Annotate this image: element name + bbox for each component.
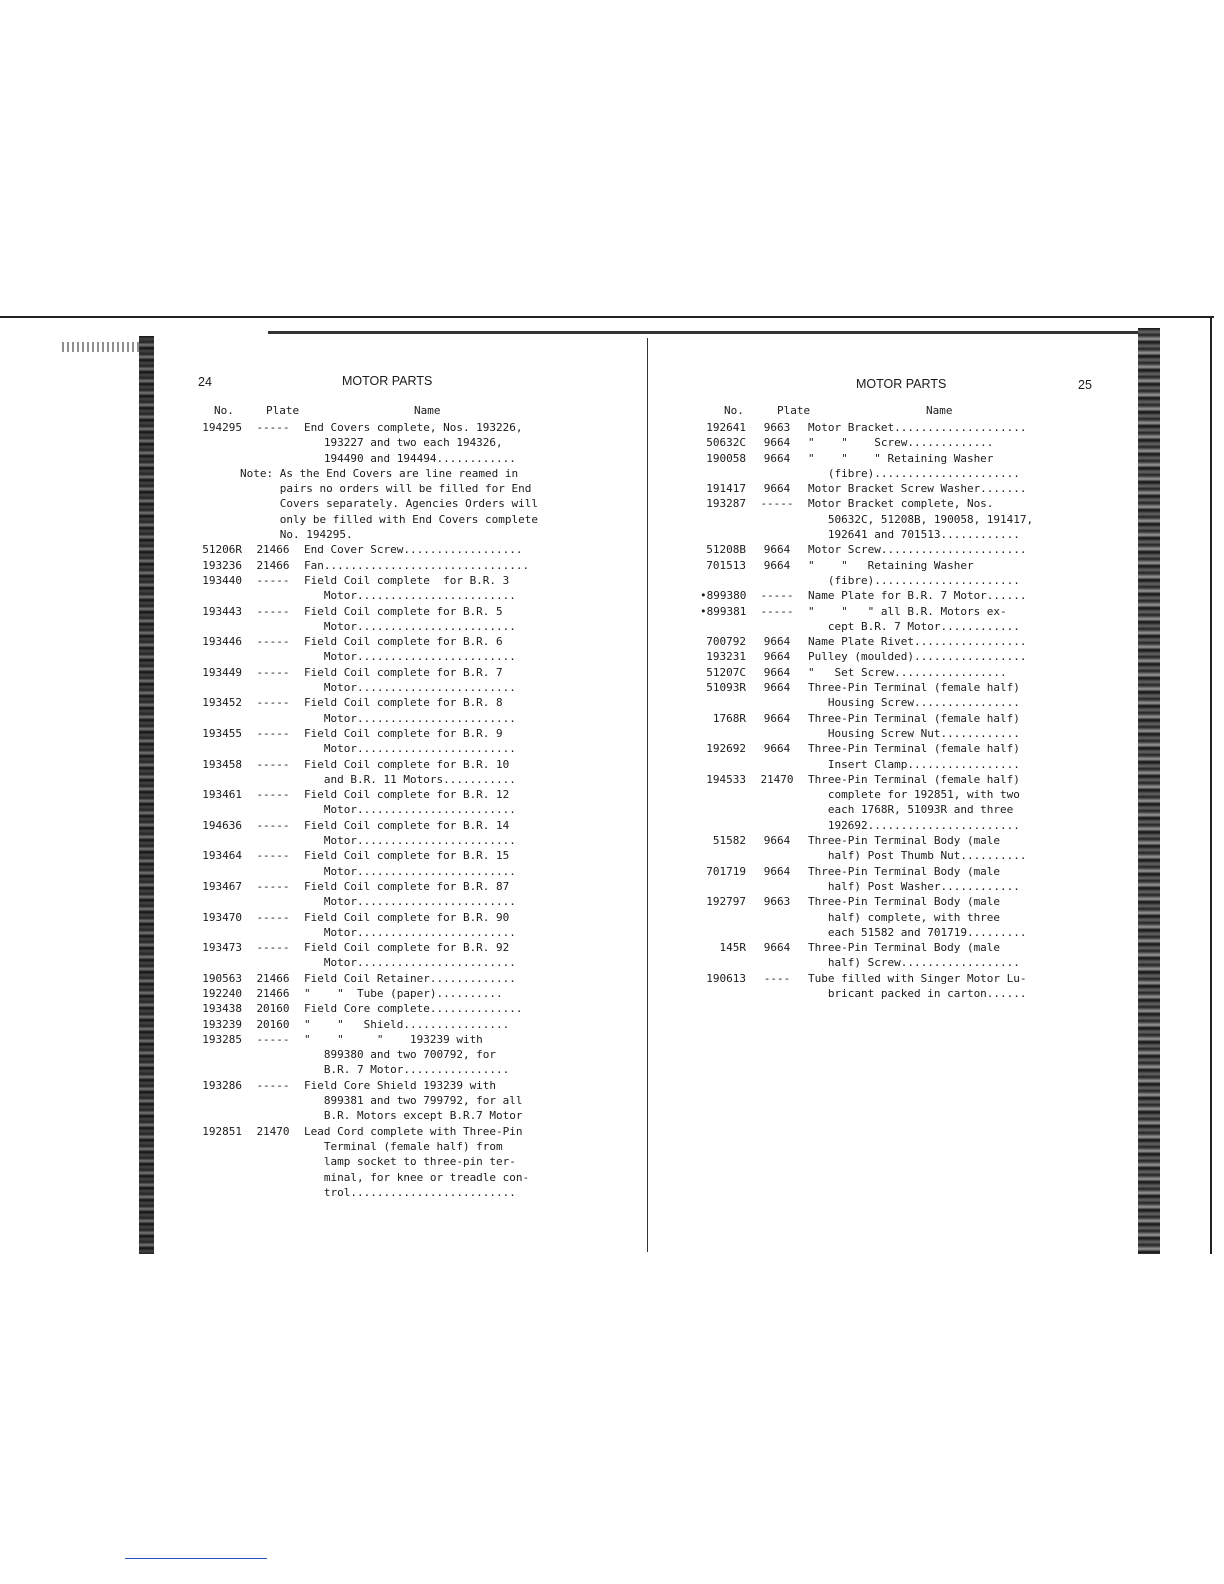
- part-number: 193438: [202, 1002, 242, 1016]
- part-number: 193464: [202, 849, 242, 863]
- part-name: [808, 772, 1096, 833]
- part-row: [700, 481, 1096, 496]
- part-name-line: Three-Pin Terminal Body (male: [808, 864, 1001, 878]
- part-row: [700, 665, 1096, 680]
- part-number: 194295: [202, 421, 242, 434]
- part-row: [196, 757, 556, 788]
- part-name: [304, 757, 556, 788]
- part-name-line: complete for 192851, with two: [808, 788, 1020, 802]
- part-number: 701719: [706, 864, 746, 878]
- no-header: No.: [214, 404, 234, 417]
- part-name-line: Housing Screw................: [808, 696, 1020, 710]
- plate-number: 9664: [763, 665, 791, 679]
- part-row: [700, 894, 1096, 940]
- part-name-line: Terminal (female half) from: [304, 1139, 503, 1153]
- part-name-line: 192641 and 701513............: [808, 528, 1020, 542]
- part-row: [196, 879, 556, 910]
- part-number: 193470: [202, 910, 242, 924]
- part-name-line: " " Tube (paper)..........: [304, 986, 503, 1000]
- plate-number: ----: [763, 971, 791, 985]
- part-row: [700, 588, 1096, 603]
- plate-number: -----: [256, 941, 290, 955]
- part-number: 193446: [202, 635, 242, 649]
- part-name-line: Motor........................: [304, 711, 516, 725]
- part-name-line: Motor........................: [304, 650, 516, 664]
- part-row: [700, 542, 1096, 557]
- plate-number: 9664: [763, 558, 791, 572]
- part-name: [304, 573, 556, 604]
- plate-number: 21470: [760, 772, 794, 786]
- part-name-line: Field Coil complete for B.R. 3: [304, 573, 510, 587]
- part-name: [808, 665, 1096, 680]
- part-row: [196, 634, 556, 665]
- part-name-line: (fibre)......................: [808, 573, 1020, 587]
- part-name-line: Three-Pin Terminal (female half): [808, 742, 1020, 756]
- plate-number: -----: [256, 696, 290, 710]
- part-number: 1768R: [712, 711, 746, 725]
- part-name-line: Field Coil complete for B.R. 10: [304, 757, 510, 771]
- part-name-line: Field Coil complete for B.R. 9: [304, 726, 503, 740]
- part-name-line: lamp socket to three-pin ter-: [304, 1155, 516, 1169]
- part-number: 193231: [706, 650, 746, 664]
- part-name-line: Lead Cord complete with Three-Pin: [304, 1124, 523, 1138]
- part-number: 192797: [706, 895, 746, 909]
- part-name: [808, 420, 1096, 435]
- part-name: [808, 833, 1096, 864]
- plate-number: -----: [256, 665, 290, 679]
- part-name-line: B.R. 7 Motor................: [304, 1063, 510, 1077]
- part-row: [700, 971, 1096, 1002]
- left-parts-list: [196, 542, 556, 1200]
- part-name-line: Three-Pin Terminal Body (male: [808, 834, 1001, 848]
- part-row: [700, 711, 1096, 742]
- part-name: [304, 1001, 556, 1016]
- part-name: [808, 588, 1096, 603]
- plate-number: 9664: [763, 543, 791, 557]
- plate-number: 21470: [256, 1124, 290, 1138]
- part-row: [196, 573, 556, 604]
- plate-number: 9664: [763, 834, 791, 848]
- part-number: 193458: [202, 757, 242, 771]
- part-name-line: Tube filled with Singer Motor Lu-: [808, 971, 1027, 985]
- part-name-line: Motor Bracket complete, Nos.: [808, 497, 994, 511]
- part-name-line: Motor........................: [304, 895, 516, 909]
- part-row: [196, 971, 556, 986]
- part-number: 193473: [202, 941, 242, 955]
- part-name-line: Field Coil complete for B.R. 7: [304, 665, 503, 679]
- part-row: [700, 451, 1096, 482]
- part-number: 700792: [706, 635, 746, 649]
- plate-number: 9664: [763, 436, 791, 450]
- plate-number: 9664: [763, 742, 791, 756]
- part-name-line: Three-Pin Terminal (female half): [808, 681, 1020, 695]
- name-header: Name: [414, 404, 441, 417]
- part-name-line: Three-Pin Terminal (female half): [808, 711, 1020, 725]
- part-row: [700, 833, 1096, 864]
- part-name: [808, 680, 1096, 711]
- part-number: 193236: [202, 558, 242, 572]
- plate-number: 20160: [256, 1002, 290, 1016]
- left-column-headers: [196, 404, 556, 420]
- part-row: [700, 604, 1096, 635]
- part-name-line: Motor Bracket....................: [808, 421, 1027, 434]
- part-name: [304, 634, 556, 665]
- plate-number: 9664: [763, 482, 791, 496]
- part-name-line: " " Screw.............: [808, 436, 994, 450]
- book-binding-right: [1138, 328, 1160, 1254]
- part-row: [196, 604, 556, 635]
- part-name: [808, 741, 1096, 772]
- right-page-header: [700, 372, 1096, 392]
- part-name-line: (fibre)......................: [808, 466, 1020, 480]
- part-number: 190563: [202, 971, 242, 985]
- part-name-line: " " Retaining Washer: [808, 558, 974, 572]
- part-name-line: Motor........................: [304, 742, 516, 756]
- part-name-line: and B.R. 11 Motors...........: [304, 772, 516, 786]
- part-number: 193286: [202, 1078, 242, 1092]
- part-number: 191417: [706, 482, 746, 496]
- part-row: [196, 818, 556, 849]
- plate-number: 9664: [763, 864, 791, 878]
- right-parts-list: [700, 420, 1096, 1001]
- part-row: [196, 665, 556, 696]
- plate-number: 9664: [763, 941, 791, 955]
- part-name: [304, 940, 556, 971]
- part-name: [304, 787, 556, 818]
- part-name: [304, 726, 556, 757]
- part-row: [196, 940, 556, 971]
- part-name-line: Three-Pin Terminal Body (male: [808, 895, 1001, 909]
- part-row: [196, 542, 556, 557]
- plate-number: 21466: [256, 558, 290, 572]
- plate-number: 9664: [763, 681, 791, 695]
- note-line: Note: As the End Covers are line reamed in: [240, 466, 519, 480]
- plate-number: -----: [256, 818, 290, 832]
- note-line: only be filled with End Covers complete: [240, 512, 539, 526]
- part-name-line: End Covers complete, Nos. 193226,: [304, 421, 523, 434]
- part-name-line: cept B.R. 7 Motor............: [808, 619, 1020, 633]
- left-parts-list-top: [196, 420, 556, 466]
- part-name: [304, 695, 556, 726]
- part-name-line: Field Coil Retainer.............: [304, 971, 516, 985]
- plate-number: -----: [256, 421, 290, 434]
- part-name-line: 193227 and two each 194326,: [304, 436, 503, 450]
- note-line: Covers separately. Agencies Orders will: [240, 497, 539, 511]
- scan-border-top: [0, 316, 1214, 318]
- part-row: [700, 435, 1096, 450]
- part-row: [196, 420, 556, 466]
- part-name-line: Field Core Shield 193239 with: [304, 1078, 497, 1092]
- part-number: 193287: [706, 497, 746, 511]
- part-name-line: half) complete, with three: [808, 910, 1001, 924]
- right-page-title: MOTOR PARTS: [856, 377, 947, 391]
- part-number: 192240: [202, 986, 242, 1000]
- part-number: 192692: [706, 742, 746, 756]
- part-name: [304, 910, 556, 941]
- plate-number: -----: [256, 726, 290, 740]
- part-row: [700, 864, 1096, 895]
- part-row: [700, 772, 1096, 833]
- part-name-line: minal, for knee or treadle con-: [304, 1170, 530, 1184]
- plate-number: 9664: [763, 650, 791, 664]
- part-name-line: Three-Pin Terminal (female half): [808, 772, 1020, 786]
- part-name: [304, 986, 556, 1001]
- part-name-line: " " Shield................: [304, 1017, 510, 1031]
- part-row: [196, 726, 556, 757]
- part-name: [304, 542, 556, 557]
- part-name: [808, 604, 1096, 635]
- part-name-line: half) Post Washer............: [808, 879, 1020, 893]
- right-page-number: 25: [1078, 378, 1092, 392]
- plate-number: 9663: [763, 895, 791, 909]
- part-name-line: Motor........................: [304, 803, 516, 817]
- part-row: [196, 1017, 556, 1032]
- part-row: [700, 940, 1096, 971]
- part-row: [196, 558, 556, 573]
- part-name-line: 899381 and two 799792, for all: [304, 1094, 523, 1108]
- part-name-line: B.R. Motors except B.R.7 Motor: [304, 1109, 523, 1123]
- plate-number: -----: [256, 849, 290, 863]
- part-number: •899381: [700, 604, 747, 618]
- part-name-line: Motor........................: [304, 619, 516, 633]
- part-name: [304, 971, 556, 986]
- plate-number: -----: [256, 879, 290, 893]
- plate-number: 20160: [256, 1017, 290, 1031]
- part-name: [304, 1078, 556, 1124]
- plate-header: Plate: [266, 404, 300, 417]
- part-name-line: Field Coil complete for B.R. 90: [304, 910, 510, 924]
- plate-number: -----: [760, 497, 794, 511]
- part-number: 190058: [706, 451, 746, 465]
- part-number: 51207C: [706, 665, 746, 679]
- part-name-line: Motor Bracket Screw Washer.......: [808, 482, 1027, 496]
- part-name: [808, 649, 1096, 664]
- part-number: •899380: [700, 589, 747, 603]
- part-name-line: trol.........................: [304, 1185, 516, 1199]
- part-name-line: Field Coil complete for B.R. 8: [304, 696, 503, 710]
- plate-number: -----: [256, 1078, 290, 1092]
- part-number: 193239: [202, 1017, 242, 1031]
- part-row: [196, 1032, 556, 1078]
- part-name-line: Name Plate for B.R. 7 Motor......: [808, 589, 1027, 603]
- name-header: Name: [926, 404, 953, 417]
- right-page: [700, 372, 1096, 1001]
- left-page-title: MOTOR PARTS: [342, 374, 433, 388]
- part-row: [700, 496, 1096, 542]
- part-name: [808, 971, 1096, 1002]
- part-name-line: half) Screw..................: [808, 956, 1020, 970]
- part-name-line: Field Coil complete for B.R. 6: [304, 635, 503, 649]
- plate-number: 21466: [256, 986, 290, 1000]
- part-number: 193443: [202, 604, 242, 618]
- part-name: [808, 940, 1096, 971]
- part-row: [196, 1124, 556, 1200]
- part-name: [304, 1124, 556, 1200]
- part-name: [304, 818, 556, 849]
- part-number: 193440: [202, 573, 242, 587]
- part-name-line: " " " Retaining Washer: [808, 451, 994, 465]
- plate-number: -----: [256, 635, 290, 649]
- scan-edge-noise: [62, 342, 142, 352]
- plate-number: 21466: [256, 971, 290, 985]
- part-row: [196, 695, 556, 726]
- part-name: [304, 1032, 556, 1078]
- part-row: [196, 1078, 556, 1124]
- part-name: [304, 848, 556, 879]
- page-gutter-line: [647, 338, 648, 1252]
- part-name: [808, 894, 1096, 940]
- part-name: [808, 496, 1096, 542]
- left-note: [240, 466, 556, 542]
- plate-number: 9664: [763, 635, 791, 649]
- part-number: 192641: [706, 421, 746, 434]
- plate-number: -----: [256, 757, 290, 771]
- plate-header: Plate: [777, 404, 811, 417]
- part-name-line: Name Plate Rivet.................: [808, 635, 1027, 649]
- part-name-line: half) Post Thumb Nut..........: [808, 849, 1027, 863]
- part-name: [304, 879, 556, 910]
- scan-border-right: [1210, 316, 1212, 1254]
- part-row: [196, 986, 556, 1001]
- part-name: [304, 665, 556, 696]
- part-name: [808, 451, 1096, 482]
- part-row: [700, 680, 1096, 711]
- part-number: 51208B: [706, 543, 746, 557]
- scan-border-top-inner: [268, 331, 1138, 334]
- part-name-line: each 1768R, 51093R and three: [808, 803, 1014, 817]
- part-name-line: Field Core complete..............: [304, 1002, 523, 1016]
- plate-number: -----: [256, 910, 290, 924]
- part-row: [196, 1001, 556, 1016]
- part-name: [304, 604, 556, 635]
- part-name: [808, 864, 1096, 895]
- part-name: [808, 542, 1096, 557]
- part-name-line: " " " 193239 with: [304, 1032, 483, 1046]
- part-number: 193455: [202, 726, 242, 740]
- plate-number: -----: [256, 1032, 290, 1046]
- part-name-line: bricant packed in carton......: [808, 986, 1027, 1000]
- plate-number: -----: [760, 604, 794, 618]
- part-name: [808, 435, 1096, 450]
- part-name-line: Motor........................: [304, 681, 516, 695]
- part-name-line: End Cover Screw..................: [304, 543, 523, 557]
- part-name-line: Field Coil complete for B.R. 15: [304, 849, 510, 863]
- left-page-header: [196, 372, 556, 392]
- part-number: 51582: [712, 834, 746, 848]
- part-row: [700, 741, 1096, 772]
- part-number: 193467: [202, 879, 242, 893]
- part-number: 51206R: [202, 543, 242, 557]
- part-number: 193285: [202, 1032, 242, 1046]
- part-name: [808, 481, 1096, 496]
- part-name: [808, 711, 1096, 742]
- part-row: [196, 910, 556, 941]
- part-name-line: 50632C, 51208B, 190058, 191417,: [808, 512, 1034, 526]
- part-name-line: Housing Screw Nut............: [808, 726, 1020, 740]
- part-number: 190613: [706, 971, 746, 985]
- part-number: 50632C: [706, 436, 746, 450]
- part-number: 193449: [202, 665, 242, 679]
- part-name-line: Motor Screw......................: [808, 543, 1027, 557]
- part-name-line: Field Coil complete for B.R. 5: [304, 604, 503, 618]
- part-name-line: 899380 and two 700792, for: [304, 1048, 497, 1062]
- part-row: [196, 848, 556, 879]
- part-row: [700, 634, 1096, 649]
- part-number: 194533: [706, 772, 746, 786]
- part-name-line: Pulley (moulded).................: [808, 650, 1027, 664]
- part-row: [700, 649, 1096, 664]
- part-name-line: Motor........................: [304, 925, 516, 939]
- part-number: 51093R: [706, 681, 746, 695]
- part-name-line: Motor........................: [304, 956, 516, 970]
- part-number: 194636: [202, 818, 242, 832]
- part-name-line: each 51582 and 701719.........: [808, 925, 1027, 939]
- book-binding-left: [139, 336, 154, 1254]
- plate-number: 9663: [763, 421, 791, 434]
- plate-number: 9664: [763, 451, 791, 465]
- part-name-line: Field Coil complete for B.R. 12: [304, 788, 510, 802]
- right-column-headers: [700, 404, 1096, 420]
- part-name-line: 192692.......................: [808, 818, 1020, 832]
- part-number: 145R: [719, 941, 746, 955]
- part-name-line: " " " all B.R. Motors ex-: [808, 604, 1007, 618]
- part-name-line: Three-Pin Terminal Body (male: [808, 941, 1001, 955]
- part-name: [304, 420, 556, 466]
- part-number: 193461: [202, 788, 242, 802]
- part-name: [304, 1017, 556, 1032]
- left-page: [196, 372, 556, 1200]
- plate-number: 21466: [256, 543, 290, 557]
- plate-number: 9664: [763, 711, 791, 725]
- plate-number: -----: [760, 589, 794, 603]
- plate-number: -----: [256, 604, 290, 618]
- part-number: 701513: [706, 558, 746, 572]
- part-name-line: Motor........................: [304, 834, 516, 848]
- part-name-line: Fan...............................: [304, 558, 530, 572]
- left-page-number: 24: [198, 375, 212, 389]
- plate-number: -----: [256, 788, 290, 802]
- part-name-line: Motor........................: [304, 589, 516, 603]
- part-name: [304, 558, 556, 573]
- part-name-line: 194490 and 194494............: [304, 451, 516, 465]
- part-name-line: Motor........................: [304, 864, 516, 878]
- part-name-line: Field Coil complete for B.R. 87: [304, 879, 510, 893]
- part-name: [808, 634, 1096, 649]
- bottom-link-line: [125, 1558, 267, 1559]
- note-line: No. 194295.: [240, 528, 353, 542]
- part-row: [196, 787, 556, 818]
- part-number: 193452: [202, 696, 242, 710]
- part-name-line: Insert Clamp.................: [808, 757, 1020, 771]
- note-line: pairs no orders will be filled for End: [240, 482, 532, 496]
- part-name: [808, 558, 1096, 589]
- part-name-line: " Set Screw.................: [808, 665, 1007, 679]
- part-name-line: Field Coil complete for B.R. 14: [304, 818, 510, 832]
- no-header: No.: [724, 404, 744, 417]
- part-row: [700, 420, 1096, 435]
- plate-number: -----: [256, 573, 290, 587]
- part-number: 192851: [202, 1124, 242, 1138]
- part-name-line: Field Coil complete for B.R. 92: [304, 941, 510, 955]
- part-row: [700, 558, 1096, 589]
